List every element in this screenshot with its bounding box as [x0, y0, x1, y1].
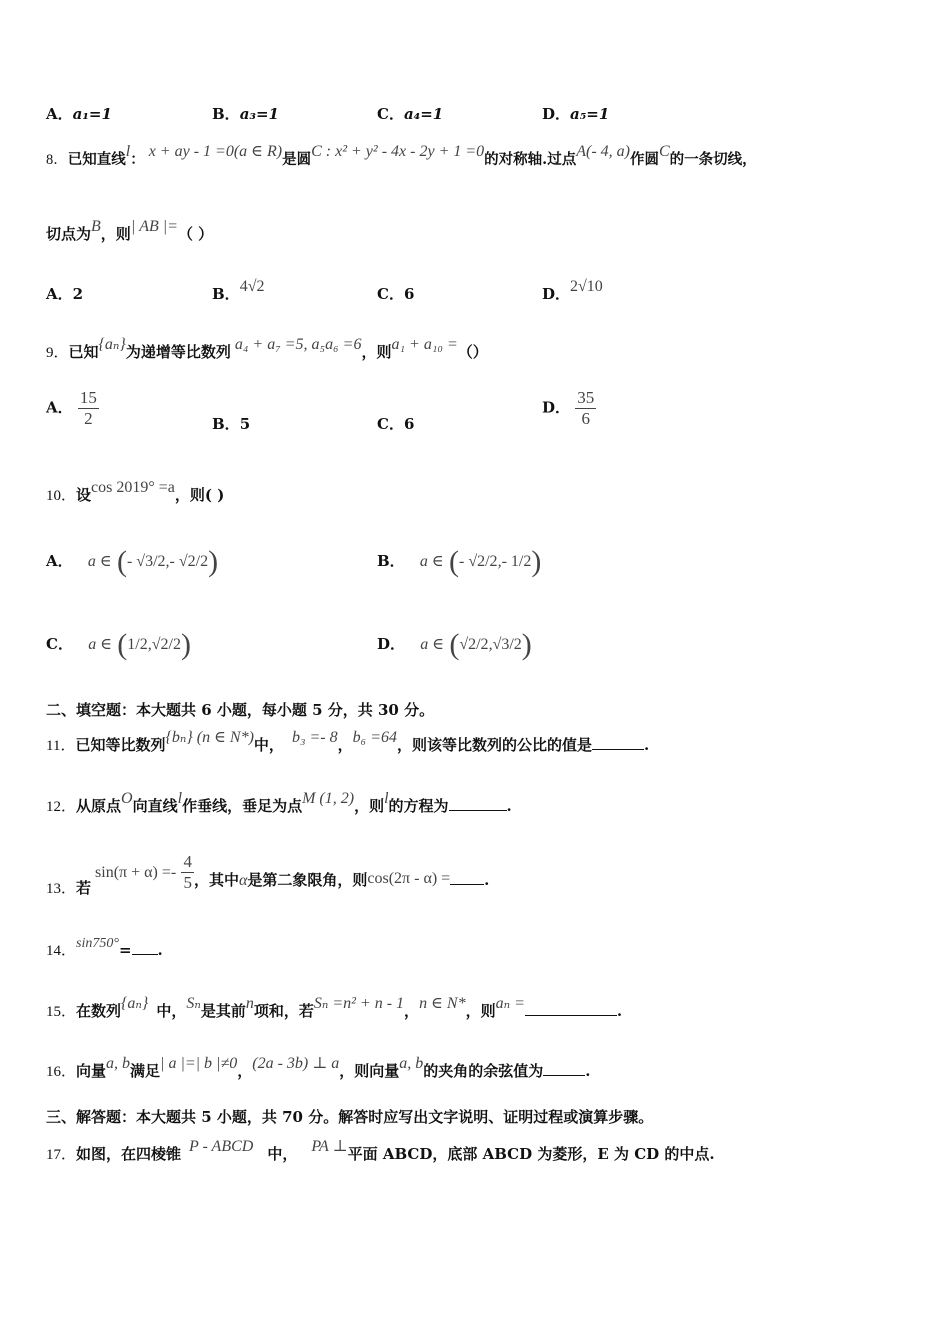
math: sin(π + α) =-	[95, 863, 177, 881]
math: a ∈	[420, 636, 445, 653]
q9-option-d[interactable]	[542, 388, 596, 429]
math: Sₙ	[186, 995, 201, 1012]
text: .	[484, 870, 490, 889]
option-label: C．	[377, 415, 404, 433]
text: 作垂线，垂足为点	[182, 797, 303, 815]
interval-lower: √2/2	[459, 636, 489, 653]
text: 向量	[76, 1062, 107, 1080]
text: 满足	[130, 1062, 161, 1080]
math: O	[121, 790, 133, 807]
open-paren: (	[449, 545, 459, 578]
text: ，	[337, 736, 353, 754]
q8-option-b[interactable]	[212, 278, 265, 304]
math: a ∈	[87, 553, 112, 570]
interval-upper: √3/2	[492, 636, 522, 653]
answer-blank[interactable]	[132, 940, 158, 955]
text: 已知等比数列	[75, 736, 166, 754]
math-point: A(- 4, a)	[576, 143, 630, 160]
text: 若	[76, 878, 92, 897]
section-heading-solutions: 三、解答题：本大题共 5 小题，共 70 分。解答时应写出文字说明、证明过程或演算步骤。	[46, 1108, 654, 1126]
q7-option-d[interactable]	[542, 103, 609, 124]
math: l	[177, 790, 183, 807]
question-15	[46, 995, 623, 1021]
math: cos(2π - α) =	[367, 869, 451, 887]
text: 设	[76, 486, 92, 504]
text: 平面 ABCD，底部 ABCD 为菱形，E 为 CD 的中点.	[347, 1145, 715, 1163]
q10-option-b[interactable]: B． a ∈ (- √2/2,- 1/2)	[377, 545, 542, 578]
math: Sₙ =n² + n - 1	[313, 995, 405, 1012]
question-17	[46, 1138, 715, 1164]
text: 的夹角的余弦值为	[423, 1062, 544, 1080]
option-text: a₁=1	[72, 105, 112, 123]
option-label: D．	[542, 285, 571, 303]
interval-lower: 1/2	[127, 636, 148, 653]
math: {aₙ}	[98, 336, 126, 353]
question-number: 13．	[46, 880, 77, 897]
text: 的方程为	[388, 797, 449, 815]
math: a, b	[399, 1055, 424, 1072]
text: 中，	[156, 1002, 187, 1020]
question-number: 16．	[46, 1064, 77, 1080]
text: （ ）	[177, 225, 214, 243]
question-11	[46, 729, 650, 755]
text: 是第二象限角，则	[247, 870, 368, 889]
text: ，则( )	[174, 486, 225, 504]
option-label: D．	[542, 105, 571, 123]
q9-option-b[interactable]	[212, 413, 250, 434]
option-text: 6	[403, 415, 415, 433]
close-paren: )	[208, 545, 219, 578]
option-label: A．	[46, 552, 73, 570]
text: .	[157, 941, 163, 959]
text: .	[644, 736, 650, 754]
question-number: 9．	[46, 345, 69, 361]
open-paren: (	[116, 545, 127, 578]
question-number: 10．	[46, 488, 77, 504]
interval-lower: - √3/2	[126, 553, 166, 570]
q8-option-a[interactable]	[46, 283, 83, 304]
text: .	[585, 1062, 591, 1080]
interval-upper: √2/2	[151, 636, 181, 653]
text: =	[118, 941, 132, 959]
math: b₃ =- 8	[291, 729, 338, 746]
numerator: 4	[183, 852, 192, 871]
text: 从原点	[76, 797, 122, 815]
option-text: a₅=1	[570, 105, 610, 123]
option-label: D．	[377, 635, 406, 653]
interval-lower: - √2/2	[459, 553, 498, 570]
denominator: 5	[183, 873, 192, 892]
math-circle-equation: C : x² + y² - 4x - 2y + 1 =0	[311, 143, 485, 160]
denominator: 6	[581, 409, 590, 428]
text: ，	[404, 1002, 420, 1020]
text: 已知	[68, 343, 99, 361]
text: ，则	[100, 225, 131, 243]
math: sin750°	[76, 936, 119, 951]
q7-option-c[interactable]	[377, 103, 443, 124]
math: a₁ + a₁₀ =	[391, 336, 458, 353]
question-13	[46, 852, 490, 897]
option-text: 4√2	[239, 278, 265, 295]
math: | a |=| b |≠0	[160, 1055, 238, 1072]
q7-option-b[interactable]	[212, 103, 279, 124]
option-text: 6	[403, 285, 415, 303]
text: 中，	[253, 736, 284, 754]
q10-option-c[interactable]: C． a ∈ (1/2,√2/2)	[46, 628, 191, 661]
open-paren: (	[449, 628, 460, 661]
text: 的对称轴.过点	[484, 151, 577, 168]
question-9	[46, 336, 488, 362]
text: .	[616, 1002, 623, 1020]
text: 的一条切线，	[669, 151, 757, 168]
text: 中，	[267, 1145, 298, 1163]
math: n ∈ N*	[419, 995, 466, 1012]
question-number: 12．	[46, 799, 77, 815]
question-10	[46, 479, 225, 505]
text: （）	[457, 343, 488, 361]
q10-option-a[interactable]: A． a ∈ (- √3/2,- √2/2)	[46, 545, 219, 578]
math-line-equation: x + ay - 1 =0(a ∈ R)	[148, 143, 283, 160]
q9-option-a[interactable]	[46, 388, 99, 429]
option-label: C．	[377, 105, 404, 123]
option-text: a₄=1	[403, 105, 444, 123]
text: ，则	[361, 343, 392, 361]
math: n	[245, 995, 254, 1012]
q8-option-c[interactable]	[377, 283, 414, 304]
math: l	[384, 790, 389, 807]
answer-blank[interactable]	[450, 870, 484, 885]
q8-option-d[interactable]	[542, 278, 603, 304]
fraction	[78, 388, 99, 429]
math: b₆ =64	[352, 729, 397, 746]
text: 作圆	[629, 151, 659, 168]
question-14	[46, 936, 163, 960]
q10-option-d[interactable]: D． a ∈ (√2/2,√3/2)	[377, 628, 532, 661]
q7-option-a[interactable]	[46, 103, 112, 124]
close-paren: )	[521, 628, 532, 661]
answer-blank[interactable]	[592, 735, 644, 750]
text: 项和，若	[253, 1002, 314, 1020]
option-text: 2√10	[570, 278, 603, 295]
option-label: B．	[212, 415, 240, 433]
text: ：	[130, 151, 145, 168]
math: l	[125, 143, 131, 160]
option-text: 2	[72, 285, 84, 303]
option-label: B．	[212, 105, 240, 123]
math: | AB |=	[130, 218, 178, 235]
math: B	[91, 218, 101, 235]
text: 已知直线	[67, 151, 126, 168]
math: M (1, 2)	[302, 790, 355, 807]
text: 向直线	[132, 797, 178, 815]
numerator: 15	[79, 388, 97, 407]
text: ，则	[354, 797, 385, 815]
answer-blank[interactable]	[525, 1001, 617, 1016]
text: ，则向量	[339, 1062, 400, 1080]
math: PA ⊥	[311, 1138, 348, 1155]
text: 在数列	[76, 1002, 122, 1020]
interval-upper: - √2/2	[169, 553, 209, 570]
question-16	[46, 1055, 591, 1081]
fraction	[181, 852, 194, 893]
option-label: D．	[542, 398, 571, 417]
numerator: 35	[577, 388, 595, 407]
question-number: 15．	[46, 1004, 77, 1020]
option-text: a₃=1	[239, 105, 279, 123]
close-paren: )	[531, 545, 542, 578]
text: ，则该等比数列的公比的值是	[397, 736, 593, 754]
question-number: 17．	[46, 1147, 77, 1163]
text: ，	[237, 1062, 253, 1080]
text: 切点为	[46, 225, 92, 243]
math: C	[658, 143, 670, 160]
math: a ∈	[419, 553, 444, 570]
question-number: 11．	[46, 738, 76, 754]
option-label: B．	[212, 285, 240, 303]
close-paren: )	[180, 628, 191, 661]
text: ，则	[465, 1002, 496, 1020]
answer-blank[interactable]	[449, 796, 507, 811]
text: 如图，在四棱锥	[76, 1145, 182, 1163]
question-8	[46, 143, 757, 169]
text: ，其中	[193, 870, 239, 889]
answer-blank[interactable]	[543, 1061, 585, 1076]
math: P - ABCD	[189, 1138, 254, 1155]
math: {aₙ}	[121, 995, 149, 1012]
text: 是其前	[200, 1002, 246, 1020]
math: a₄ + a₇ =5, a₅a₆ =6	[234, 336, 362, 353]
math: aₙ =	[495, 995, 525, 1012]
question-12	[46, 790, 512, 816]
fraction	[575, 388, 596, 429]
question-number: 14．	[46, 943, 77, 959]
option-label: B．	[377, 552, 405, 570]
math: cos 2019° =a	[91, 479, 175, 496]
text: .	[506, 797, 512, 815]
option-text: 5	[239, 415, 251, 433]
section-heading-fill-in: 二、填空题：本大题共 6 小题，每小题 5 分，共 30 分。	[46, 701, 435, 719]
math: {bₙ} (n ∈ N*)	[165, 729, 254, 746]
math: (2a - 3b) ⊥ a	[252, 1055, 340, 1072]
denominator: 2	[84, 409, 93, 428]
option-label: A．	[46, 285, 73, 303]
open-paren: (	[117, 628, 128, 661]
option-label: A．	[46, 105, 73, 123]
question-8-cont	[46, 218, 214, 244]
math: a, b	[106, 1055, 131, 1072]
math: α	[238, 871, 248, 889]
interval-upper: - 1/2	[501, 553, 532, 570]
option-label: C．	[46, 635, 73, 653]
text: 为递增等比数列	[125, 343, 231, 361]
option-label: C．	[377, 285, 404, 303]
option-label: A．	[46, 398, 73, 417]
question-number: 8．	[46, 152, 68, 168]
text: 是圆	[282, 151, 312, 168]
q9-option-c[interactable]	[377, 413, 414, 434]
math: a ∈	[88, 636, 113, 653]
